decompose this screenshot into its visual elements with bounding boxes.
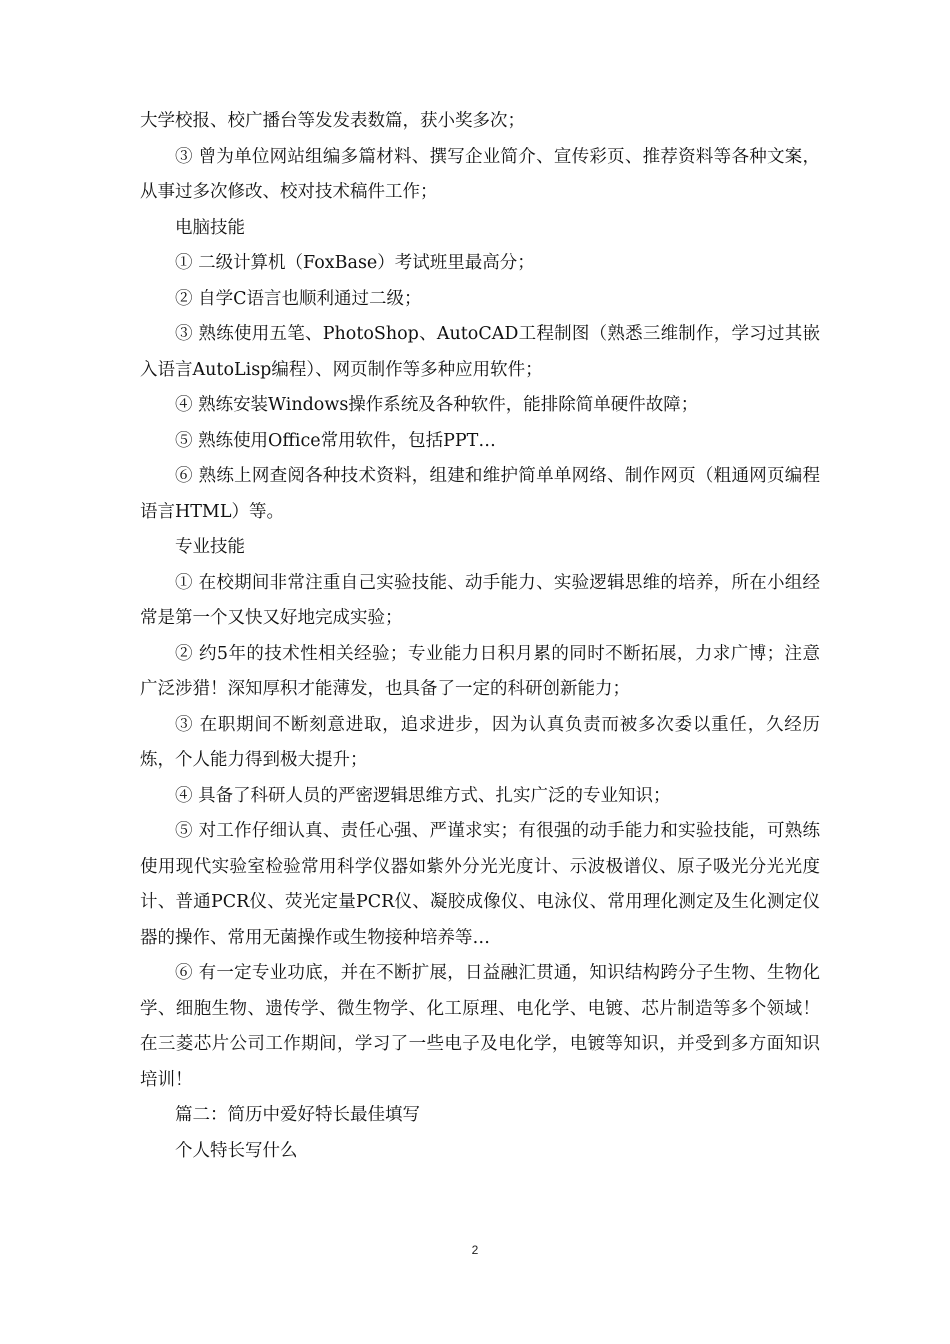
paragraph-professional-item-5: ⑤ 对工作仔细认真、责任心强、严谨求实；有很强的动手能力和实验技能，可熟练使用现代实验室检验常用科学仪器如紫外分光光度计、示波极谱仪、原子吸光分光光度计、普通PCR仪、荧光定量PCR仪、凝胶成像仪、电泳仪、常用理化测定及生化测定仪器的操作、常用无菌操作或生物接种培养等…: [140, 821, 820, 948]
paragraph-professional-item-6: ⑥ 有一定专业功底，并在不断扩展，日益融汇贯通，知识结构跨分子生物、生物化学、细胞生物、遗传学、微生物学、化工原理、电化学、电镀、芯片制造等多个领域！在三菱芯片公司工作期间，学习了一些电子及电化学，电镀等知识，并受到多方面知识培训！: [140, 963, 820, 1090]
section-heading-professional-skills: 专业技能: [175, 537, 245, 557]
paragraph-professional-item-2: ② 约5年的技术性相关经验；专业能力日积月累的同时不断拓展，力求广博；注意广泛涉猎！深知厚积才能薄发，也具备了一定的科研创新能力；: [140, 643, 820, 699]
paragraph-continuation: 大学校报、校广播台等发发表数篇，获小奖多次；: [140, 111, 525, 131]
paragraph-computer-item-6: ⑥ 熟练上网查阅各种技术资料，组建和维护简单单网络、制作网页（粗通网页编程语言HTML）等。: [140, 466, 820, 522]
paragraph-professional-item-3: ③ 在职期间不断刻意进取，追求进步，因为认真负责而被多次委以重任，久经历炼，个人能力得到极大提升；: [140, 714, 820, 770]
subheading-personal-strengths: 个人特长写什么: [175, 1140, 298, 1161]
section-heading-computer-skills: 电脑技能: [175, 217, 245, 238]
paragraph-computer-item-4: ④ 熟练安装Windows操作系统及各种软件，能排除简单硬件故障；: [175, 395, 699, 415]
paragraph-professional-item-4: ④ 具备了科研人员的严密逻辑思维方式、扎实广泛的专业知识；: [175, 785, 671, 806]
paragraph-computer-item-5: ⑤ 熟练使用Office常用软件，包括PPT…: [175, 430, 496, 451]
paragraph-computer-item-2: ② 自学C语言也顺利通过二级；: [175, 288, 422, 309]
paragraph-computer-item-3: ③ 熟练使用五笔、PhotoShop、AutoCAD工程制图（熟悉三维制作，学习过其嵌入语言AutoLisp编程）、网页制作等多种应用软件；: [140, 324, 820, 380]
paragraph-computer-item-1: ① 二级计算机（FoxBase）考试班里最高分；: [175, 253, 535, 273]
paragraph-professional-item-1: ① 在校期间非常注重自己实验技能、动手能力、实验逻辑思维的培养，所在小组经常是第一个又快又好地完成实验；: [140, 572, 820, 628]
section-heading-part-two: 篇二：简历中爱好特长最佳填写: [175, 1105, 420, 1125]
paragraph-writing-item-3: ③ 曾为单位网站组编多篇材料、撰写企业简介、宣传彩页、推荐资料等各种文案，从事过多次修改、校对技术稿件工作；: [140, 146, 820, 202]
document-body: [140, 104, 820, 1169]
page-number: 2: [471, 1243, 479, 1257]
